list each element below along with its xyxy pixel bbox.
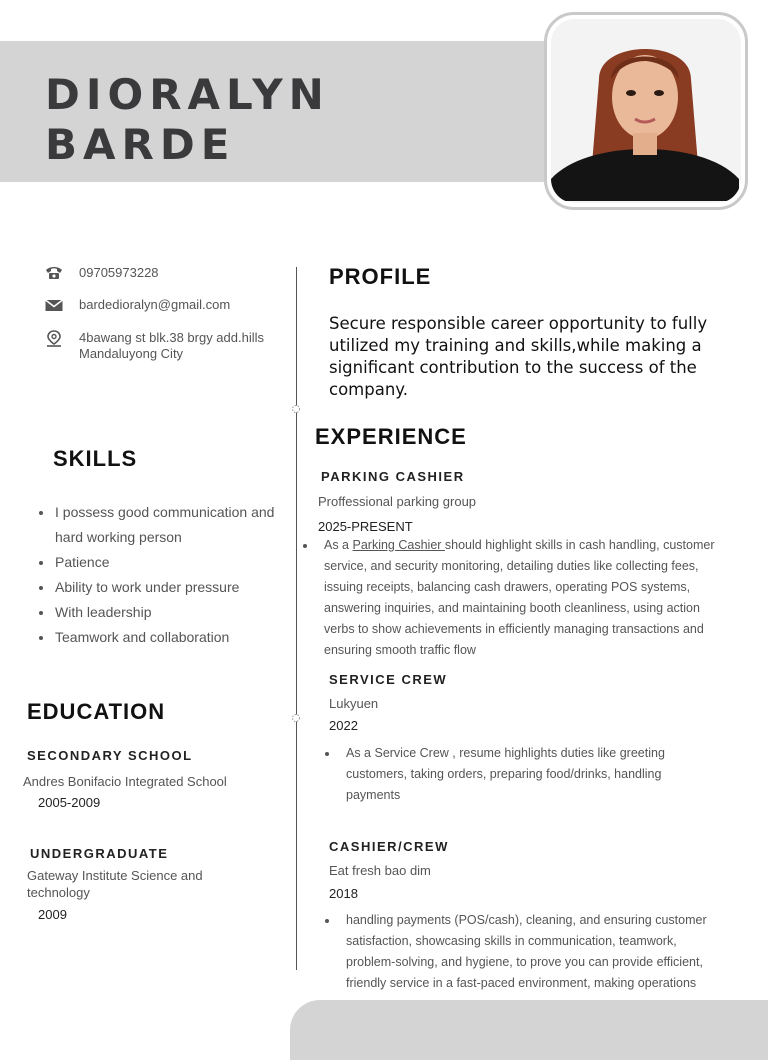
location-pin-icon <box>44 330 64 348</box>
skills-heading: SKILLS <box>53 446 138 471</box>
skill-item: Patience <box>55 550 285 575</box>
photo-portrait <box>551 19 741 203</box>
job-duty: As a Service Crew , resume highlights duties like greeting customers, taking orders, preparing food/drinks, handling payments <box>346 743 694 806</box>
divider-node <box>291 713 301 723</box>
job-title: SERVICE CREW <box>329 672 448 687</box>
experience-heading: EXPERIENCE <box>315 424 467 449</box>
first-name: DIORALYN <box>45 70 330 119</box>
column-divider <box>296 267 297 970</box>
address-line-2: Mandaluyong City <box>79 346 184 361</box>
job-duty <box>324 535 716 661</box>
job-company: Lukyuen <box>329 696 379 711</box>
contact-phone <box>44 265 159 283</box>
candidate-name <box>45 70 330 170</box>
contact-address <box>44 330 264 362</box>
job-period: 2022 <box>329 718 358 733</box>
job-period: 2025-PRESENT <box>318 519 413 534</box>
address-line-1: 4bawang st blk.38 brgy add.hills <box>79 330 265 345</box>
job-title: PARKING CASHIER <box>321 469 465 484</box>
job-period: 2018 <box>329 886 358 901</box>
job-company: Proffessional parking group <box>318 494 477 509</box>
last-name: BARDE <box>45 120 236 169</box>
skill-item: Ability to work under pressure <box>55 575 285 600</box>
job-duties <box>324 535 716 661</box>
duty-link: Parking Cashier <box>352 538 445 552</box>
skill-item: With leadership <box>55 600 285 625</box>
duty-rest: should highlight skills in cash handling, customer service, and security monitoring, detailing duties like collecting fees, issuing receipts, balancing cash drawers, operating POS systems, answering inquiries, and maintaining booth cleanliness, using action verbs to show achievements in efficiently managing transactions and ensuring smooth traffic flow <box>324 538 715 657</box>
education-school-line-1: Gateway Institute Science and <box>27 868 203 883</box>
skill-item: I possess good communication and <box>55 500 285 525</box>
phone-icon <box>44 265 64 283</box>
job-company: Eat fresh bao dim <box>329 863 431 878</box>
job-title: CASHIER/CREW <box>329 839 449 854</box>
email-address: bardedioralyn@gmail.com <box>79 297 231 312</box>
education-heading: EDUCATION <box>27 699 166 724</box>
skill-item-continued: hard working person <box>55 529 182 545</box>
job-duty: handling payments (POS/cash), cleaning, and ensuring customer satisfaction, showcasing skills in communication, teamwork, problem-solving, and hygiene, to prove you can provide efficient, friendly service in a fast-paced environment, making operations <box>346 910 721 994</box>
contact-email <box>44 297 230 315</box>
job-duties <box>346 743 694 806</box>
education-school: Andres Bonifacio Integrated School <box>23 774 227 789</box>
education-school <box>27 867 247 901</box>
education-years: 2005-2009 <box>38 795 101 810</box>
profile-summary: Secure responsible career opportunity to fully utilized my training and skills,while making a significant contribution to the success of the company. <box>329 314 708 399</box>
education-school-line-2: technology <box>27 885 90 900</box>
education-level: UNDERGRADUATE <box>30 846 169 861</box>
profile-heading: PROFILE <box>329 264 432 289</box>
divider-node <box>291 404 301 414</box>
footer-shape <box>290 1000 768 1060</box>
mail-icon <box>44 297 64 315</box>
education-years: 2009 <box>38 907 67 922</box>
job-duties <box>346 910 721 994</box>
profile-photo <box>544 12 748 210</box>
skills-list <box>55 500 285 650</box>
address-text <box>79 330 264 362</box>
skill-item: Teamwork and collaboration <box>55 625 285 650</box>
education-level: SECONDARY SCHOOL <box>27 748 193 763</box>
phone-number: 09705973228 <box>79 265 159 280</box>
duty-prefix: As a <box>324 538 353 552</box>
